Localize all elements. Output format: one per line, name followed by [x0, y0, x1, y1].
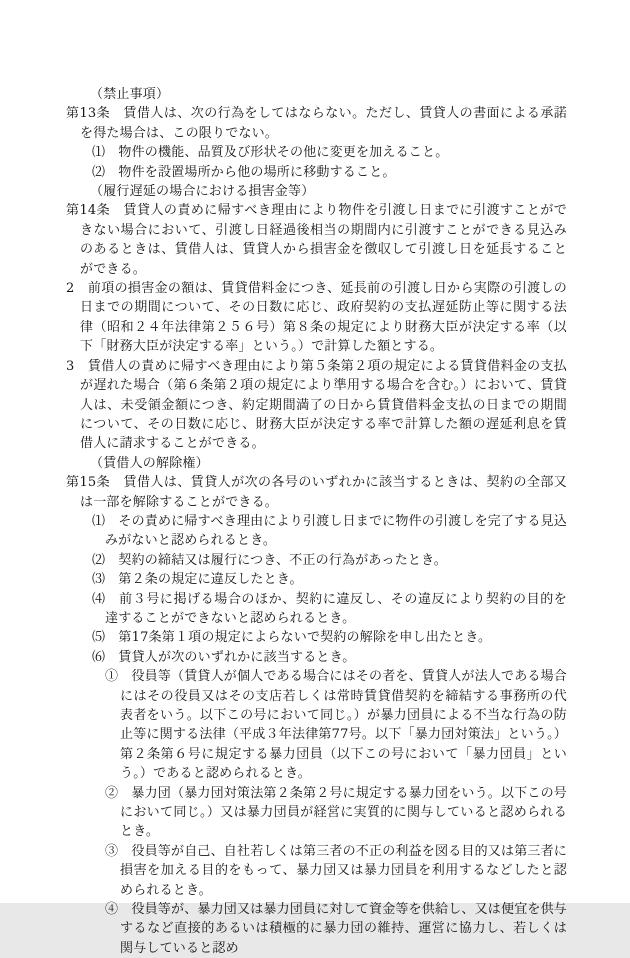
list-item: ⑵ 契約の締結又は履行につき、不正の行為があったとき。	[92, 552, 447, 568]
list-item: ⑵ 物件を設置場所から他の場所に移動すること。	[92, 164, 396, 180]
sub-list-item: ① 役員等（賃貸人が個人である場合にはその者を、賃貸人が法人である場合にはその役員又はその支店若しくは常時賃貸借契約を締結する事務所の代表者をいう。以下この号において同じ。）が暴力団員による不当な行為の防止等に関する法律（平成３年法律第77号。以下「暴力団対策法」という。）第２条第６号に規定する暴力団員（以下この号において「暴力団員」という。）であると認められるとき。	[105, 669, 568, 782]
numbered-paragraph: 3 賃借人の責めに帰すべき理由により第５条第２項の規定による賃貸借料金の支払が遅れた場合（第６条第２項の規定により準用する場合を含む。）において、賃貸人は、未受領金額につき、約定期間満了の日から賃貸借料金支払の日までの期間について、その日数に応じ、財務大臣が決定する率で計算した額の遅延利息を賃借人に請求することができる。	[66, 358, 567, 452]
list-item: ⑴ その責めに帰すべき理由により引渡し日までに物件の引渡しを完了する見込みがないと認められるとき。	[92, 513, 567, 549]
article-paragraph: 第13条 賃借人は、次の行為をしてはならない。ただし、賃貸人の書面による承諾を得た場合は、この限りでない。	[66, 106, 567, 141]
list-item: ⑹ 賃貸人が次のいずれかに該当するとき。	[92, 649, 356, 665]
list-item: ⑸ 第17条第１項の規定によらないで契約の解除を申し出たとき。	[92, 630, 492, 646]
article-paragraph: 第14条 賃貸人の責めに帰すべき理由により物件を引渡し日までに引渡すことができない場合において、引渡し日経過後相当の期間内に引渡すことができる見込みのあるときは、賃借人は、賃貸人から損害金を徴収して引渡し日を延長することができる。	[66, 203, 567, 277]
clause-heading: （禁止事項）	[90, 87, 170, 102]
list-item: ⑷ 前３号に掲げる場合のほか、契約に違反し、その違反により契約の目的を達することができないと認められるとき。	[92, 591, 567, 626]
sub-list-item: ② 暴力団（暴力団対策法第２条第２号に規定する暴力団をいう。以下この号において同じ。）又は暴力団員が経営に実質的に関与していると認められるとき。	[105, 785, 568, 840]
article-paragraph: 第15条 賃借人は、賃貸人が次の各号のいずれかに該当するときは、契約の全部又は一部を解除することができる。	[66, 475, 567, 510]
numbered-paragraph: 2 前項の損害金の額は、賃貸借料金につき、延長前の引渡し日から実際の引渡しの日までの期間について、その日数に応じ、政府契約の支払遅延防止等に関する法律（昭和２４年法律第２５６号）第８条の規定により財務大臣が決定する率（以下「財務大臣が決定する率」という。）で計算した額とする。	[66, 281, 567, 355]
clause-heading: （賃借人の解除権）	[90, 455, 209, 471]
sub-list-item: ④ 役員等が、暴力団又は暴力団員に対して資金等を供給し、又は便宜を供与するなど直接的あるいは積極的に暴力団の維持、運営に協力し、若しくは関与していると認め	[105, 902, 568, 956]
clause-heading: （履行遅延の場合における損害金等）	[90, 184, 315, 200]
list-item: ⑴ 物件の機能、品質及び形状その他に変更を加えること。	[92, 145, 449, 161]
sub-list-item: ③ 役員等が自己、自社若しくは第三者の不正の利益を図る目的又は第三者に損害を加える目的をもって、暴力団又は暴力団員を利用するなどしたと認められるとき。	[105, 843, 568, 898]
list-item: ⑶ 第２条の規定に違反したとき。	[92, 572, 303, 588]
document-content	[66, 85, 567, 958]
